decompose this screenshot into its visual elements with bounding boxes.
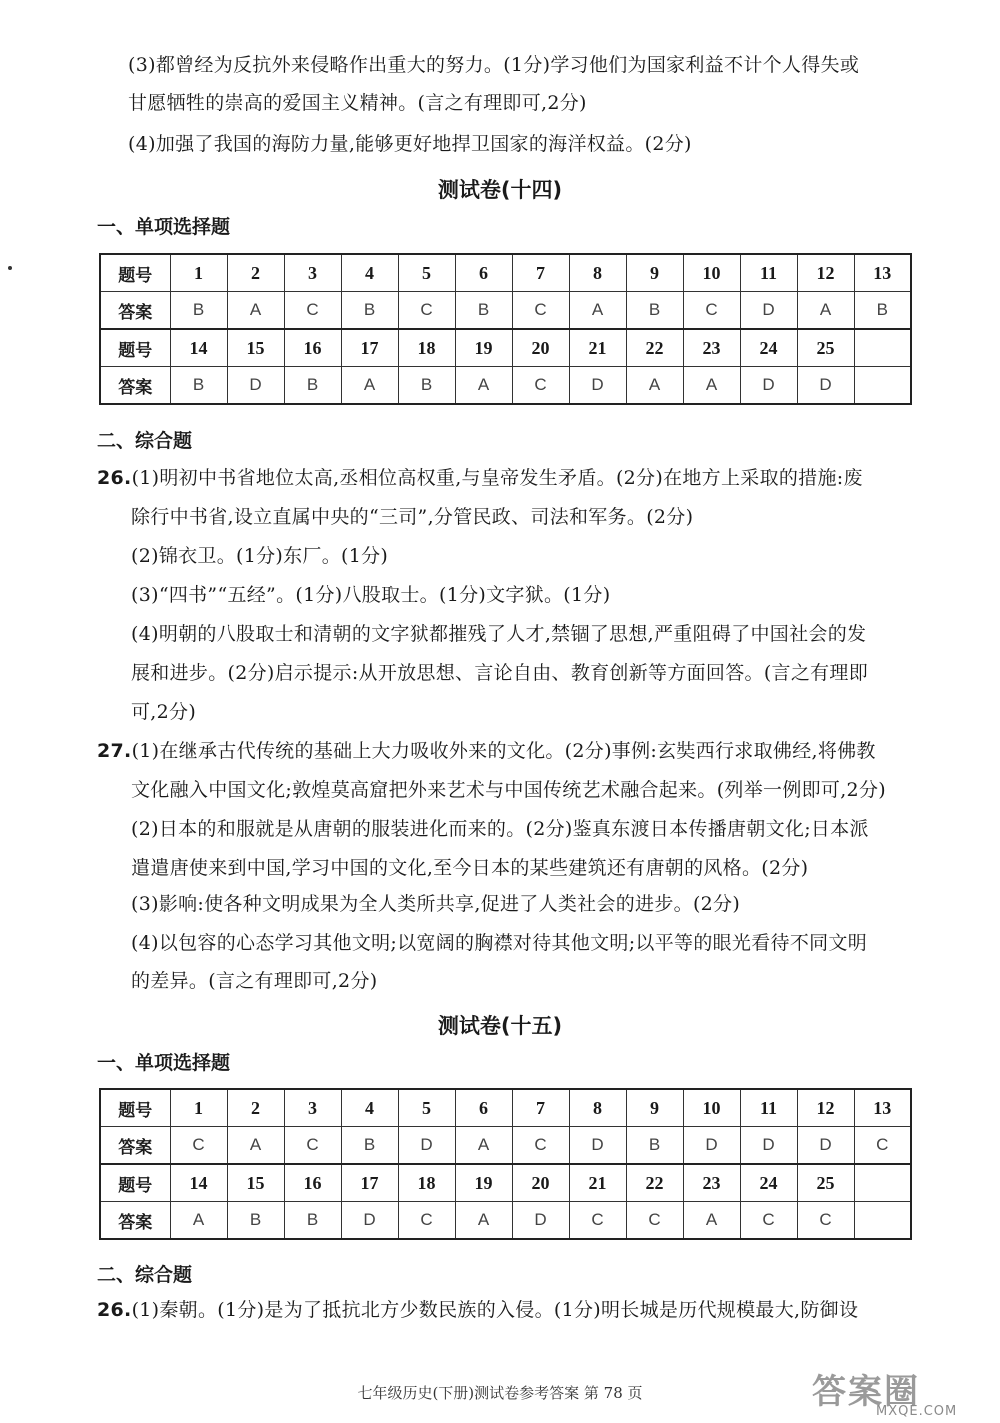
- answer-cell: [854, 1202, 911, 1240]
- answer-cell: C: [512, 292, 569, 330]
- question-number-cell: 18: [398, 329, 455, 367]
- answer-cell: D: [512, 1202, 569, 1240]
- question-number-cell: 15: [227, 1164, 284, 1202]
- question-number-cell: 13: [854, 254, 911, 292]
- answer-cell: B: [170, 367, 227, 405]
- answer-cell: D: [341, 1202, 398, 1240]
- test14-q26-line-1: [97, 465, 863, 491]
- answer-cell: D: [740, 292, 797, 330]
- row-label: 题号: [100, 329, 170, 367]
- answer-cell: D: [683, 1127, 740, 1165]
- test14-q27-line-4: 遣遣唐使来到中国,学习中国的文化,至今日本的某些建筑还有唐朝的风格。(2分): [131, 857, 809, 879]
- question-number-cell: 5: [398, 1089, 455, 1127]
- answer-cell: B: [341, 292, 398, 330]
- test15-answer-table: [99, 1088, 912, 1240]
- intro-line-2: 甘愿牺牲的崇高的爱国主义精神。(言之有理即可,2分): [128, 92, 587, 114]
- question-number-row: [100, 254, 911, 292]
- question-number-cell: 7: [512, 1089, 569, 1127]
- question-number-cell: 18: [398, 1164, 455, 1202]
- test14-q27-line-1: [97, 738, 876, 764]
- answer-cell: A: [227, 1127, 284, 1165]
- test15-title: 测试卷(十五): [437, 1014, 563, 1038]
- question-number-cell: 22: [626, 1164, 683, 1202]
- test14-q26-line-6: 展和进步。(2分)启示提示:从开放思想、言论自由、教育创新等方面回答。(言之有理即: [131, 662, 869, 684]
- q26-number: 26.: [97, 1299, 132, 1321]
- question-number-cell: 11: [740, 1089, 797, 1127]
- question-number-cell: 7: [512, 254, 569, 292]
- test14-q27-line-6: (4)以包容的心态学习其他文明;以宽阔的胸襟对待其他文明;以平等的眼光看待不同文明: [131, 932, 868, 954]
- answer-cell: C: [512, 367, 569, 405]
- question-number-cell: 21: [569, 1164, 626, 1202]
- answer-cell: D: [569, 1127, 626, 1165]
- question-number-cell: 1: [170, 254, 227, 292]
- answer-cell: A: [569, 292, 626, 330]
- answer-row: [100, 1202, 911, 1240]
- question-number-cell: 25: [797, 1164, 854, 1202]
- answer-cell: D: [797, 367, 854, 405]
- answer-cell: C: [683, 292, 740, 330]
- q26-text-1: (1)明初中书省地位太高,丞相位高权重,与皇帝发生矛盾。(2分)在地方上采取的措施:废: [131, 467, 863, 489]
- question-number-cell: 11: [740, 254, 797, 292]
- answer-cell: B: [284, 1202, 341, 1240]
- answer-cell: B: [626, 292, 683, 330]
- answer-cell: D: [740, 367, 797, 405]
- question-number-cell: [854, 1164, 911, 1202]
- question-number-cell: 2: [227, 1089, 284, 1127]
- test14-q26-line-4: (3)“四书”“五经”。(1分)八股取士。(1分)文字狱。(1分): [131, 584, 611, 606]
- question-number-cell: 5: [398, 254, 455, 292]
- answer-cell: C: [740, 1202, 797, 1240]
- answer-cell: C: [284, 1127, 341, 1165]
- test14-q26-line-5: (4)明朝的八股取士和清朝的文字狱都摧残了人才,禁锢了思想,严重阻碍了中国社会的发: [131, 623, 867, 645]
- row-label: 答案: [100, 1127, 170, 1165]
- answer-cell: C: [854, 1127, 911, 1165]
- answer-cell: B: [170, 292, 227, 330]
- answer-cell: D: [797, 1127, 854, 1165]
- test14-title: 测试卷(十四): [437, 178, 563, 202]
- watermark-text: 答案圈: [812, 1372, 920, 1412]
- question-number-cell: 25: [797, 329, 854, 367]
- answer-cell: B: [455, 292, 512, 330]
- question-number-row: [100, 1089, 911, 1127]
- answer-cell: C: [398, 1202, 455, 1240]
- question-number-cell: 12: [797, 1089, 854, 1127]
- intro-line-1: (3)都曾经为反抗外来侵略作出重大的努力。(1分)学习他们为国家利益不计个人得失或: [128, 54, 860, 76]
- question-number-cell: 4: [341, 254, 398, 292]
- question-number-cell: 17: [341, 329, 398, 367]
- answer-cell: C: [170, 1127, 227, 1165]
- question-number-cell: 17: [341, 1164, 398, 1202]
- question-number-cell: 16: [284, 329, 341, 367]
- row-label: 答案: [100, 292, 170, 330]
- question-number-cell: 9: [626, 1089, 683, 1127]
- question-number-cell: 10: [683, 254, 740, 292]
- q27-number: 27.: [97, 740, 132, 762]
- test14-section-comprehensive: 二、综合题: [97, 430, 193, 452]
- q27-text-1: (1)在继承古代传统的基础上大力吸收外来的文化。(2分)事例:玄奘西行求取佛经,将佛教: [131, 740, 876, 762]
- answer-cell: C: [512, 1127, 569, 1165]
- test14-q26-line-2: 除行中书省,设立直属中央的“三司”,分管民政、司法和军务。(2分): [131, 506, 694, 528]
- answer-cell: B: [854, 292, 911, 330]
- question-number-cell: 19: [455, 329, 512, 367]
- row-label: 答案: [100, 367, 170, 405]
- answer-cell: D: [569, 367, 626, 405]
- test15-section-comprehensive: 二、综合题: [97, 1264, 193, 1286]
- question-number-cell: 6: [455, 1089, 512, 1127]
- q26-text-1: (1)秦朝。(1分)是为了抵抗北方少数民族的入侵。(1分)明长城是历代规模最大,防御设: [131, 1299, 859, 1321]
- test15-section-choice: 一、单项选择题: [97, 1052, 231, 1074]
- answer-cell: A: [797, 292, 854, 330]
- question-number-cell: 10: [683, 1089, 740, 1127]
- answer-cell: D: [398, 1127, 455, 1165]
- answer-cell: A: [683, 367, 740, 405]
- question-number-cell: [854, 329, 911, 367]
- question-number-cell: 15: [227, 329, 284, 367]
- watermark-logo: [812, 1364, 992, 1420]
- answer-cell: [854, 367, 911, 405]
- question-number-cell: 21: [569, 329, 626, 367]
- page-footer: 七年级历史(下册)测试卷参考答案 第 78 页: [357, 1384, 643, 1402]
- question-number-cell: 4: [341, 1089, 398, 1127]
- test14-q27-line-7: 的差异。(言之有理即可,2分): [131, 970, 378, 992]
- answer-cell: A: [455, 1127, 512, 1165]
- question-number-cell: 20: [512, 329, 569, 367]
- question-number-cell: 14: [170, 329, 227, 367]
- test14-section-choice: 一、单项选择题: [97, 216, 231, 238]
- question-number-cell: 14: [170, 1164, 227, 1202]
- test14-q27-line-5: (3)影响:使各种文明成果为全人类所共享,促进了人类社会的进步。(2分): [131, 893, 741, 915]
- test14-q26-line-7: 可,2分): [131, 701, 197, 723]
- margin-mark: [8, 266, 12, 270]
- answer-cell: B: [341, 1127, 398, 1165]
- row-label: 题号: [100, 254, 170, 292]
- question-number-cell: 23: [683, 1164, 740, 1202]
- test15-q26-line-1: [97, 1297, 858, 1323]
- answer-cell: C: [626, 1202, 683, 1240]
- answer-cell: C: [569, 1202, 626, 1240]
- question-number-row: [100, 329, 911, 367]
- answer-cell: D: [740, 1127, 797, 1165]
- answer-row: [100, 367, 911, 405]
- answer-cell: B: [626, 1127, 683, 1165]
- answer-row: [100, 292, 911, 330]
- answer-cell: A: [455, 367, 512, 405]
- intro-line-3: (4)加强了我国的海防力量,能够更好地捍卫国家的海洋权益。(2分): [128, 133, 692, 155]
- answer-cell: A: [341, 367, 398, 405]
- question-number-cell: 24: [740, 329, 797, 367]
- answer-cell: D: [227, 367, 284, 405]
- test14-q27-line-3: (2)日本的和服就是从唐朝的服装进化而来的。(2分)鉴真东渡日本传播唐朝文化;日本派: [131, 818, 869, 840]
- answer-cell: B: [284, 367, 341, 405]
- row-label: 题号: [100, 1164, 170, 1202]
- test14-answer-table: [99, 253, 912, 405]
- answer-cell: C: [797, 1202, 854, 1240]
- question-number-cell: 1: [170, 1089, 227, 1127]
- answer-cell: C: [398, 292, 455, 330]
- row-label: 题号: [100, 1089, 170, 1127]
- question-number-cell: 9: [626, 254, 683, 292]
- question-number-cell: 13: [854, 1089, 911, 1127]
- question-number-cell: 12: [797, 254, 854, 292]
- answer-cell: A: [626, 367, 683, 405]
- test14-q27-line-2: 文化融入中国文化;敦煌莫高窟把外来艺术与中国传统艺术融合起来。(列举一例即可,2分): [131, 779, 886, 801]
- question-number-cell: 3: [284, 254, 341, 292]
- answer-cell: A: [683, 1202, 740, 1240]
- question-number-cell: 16: [284, 1164, 341, 1202]
- question-number-row: [100, 1164, 911, 1202]
- question-number-cell: 23: [683, 329, 740, 367]
- answer-cell: C: [284, 292, 341, 330]
- question-number-cell: 3: [284, 1089, 341, 1127]
- answer-cell: A: [455, 1202, 512, 1240]
- row-label: 答案: [100, 1202, 170, 1240]
- question-number-cell: 6: [455, 254, 512, 292]
- answer-cell: B: [227, 1202, 284, 1240]
- question-number-cell: 19: [455, 1164, 512, 1202]
- q26-number: 26.: [97, 467, 132, 489]
- answer-cell: A: [170, 1202, 227, 1240]
- question-number-cell: 20: [512, 1164, 569, 1202]
- question-number-cell: 8: [569, 254, 626, 292]
- answer-cell: B: [398, 367, 455, 405]
- answer-row: [100, 1127, 911, 1165]
- question-number-cell: 2: [227, 254, 284, 292]
- question-number-cell: 8: [569, 1089, 626, 1127]
- question-number-cell: 22: [626, 329, 683, 367]
- question-number-cell: 24: [740, 1164, 797, 1202]
- watermark-url: MXQE.COM: [876, 1404, 958, 1419]
- answer-cell: A: [227, 292, 284, 330]
- test14-q26-line-3: (2)锦衣卫。(1分)东厂。(1分): [131, 545, 389, 567]
